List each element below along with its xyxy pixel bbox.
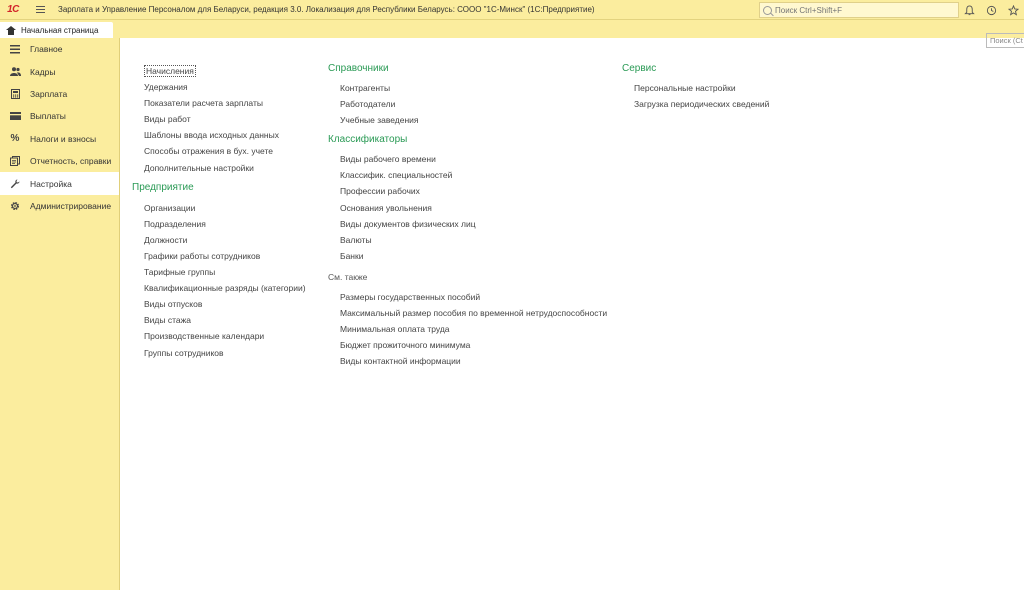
link-positions[interactable]: Должности — [144, 234, 188, 245]
link-banks[interactable]: Банки — [340, 250, 364, 261]
link-input-templates[interactable]: Шаблоны ввода исходных данных — [144, 130, 279, 141]
sidebar-item-label: Выплаты — [30, 111, 66, 122]
column-service — [622, 60, 822, 112]
global-search[interactable] — [759, 2, 959, 18]
link-seniority-types[interactable]: Виды стажа — [144, 315, 192, 326]
search-icon — [763, 6, 772, 15]
wallet-icon — [9, 110, 21, 122]
search-input[interactable] — [775, 6, 955, 15]
link-minimum-wage[interactable]: Минимальная оплата труда — [340, 324, 450, 335]
link-max-sick-benefit[interactable]: Максимальный размер пособия по временной нетрудоспособности — [340, 308, 608, 319]
link-production-calendars[interactable]: Производственные календари — [144, 331, 265, 342]
bell-icon[interactable] — [958, 0, 980, 20]
sidebar-item-label: Администрирование — [30, 200, 112, 211]
link-departments[interactable]: Подразделения — [144, 218, 206, 229]
sidebar-item-main[interactable] — [0, 38, 119, 60]
title-bar — [0, 0, 1024, 20]
star-icon[interactable] — [1002, 0, 1024, 20]
link-working-time-types[interactable]: Виды рабочего времени — [340, 154, 436, 165]
calculator-icon — [9, 88, 21, 100]
link-organizations[interactable]: Организации — [144, 202, 196, 213]
sidebar-item-label: Настройка — [30, 178, 72, 189]
sidebar-item-settings[interactable] — [0, 172, 119, 194]
column-main-settings — [132, 63, 322, 361]
link-work-types[interactable]: Виды работ — [144, 114, 191, 125]
link-employers[interactable]: Работодатели — [340, 99, 396, 110]
home-page-content — [120, 38, 1024, 590]
group-title-see-also: См. также — [328, 271, 368, 282]
group-title-enterprise: Предприятие — [132, 181, 194, 193]
sidebar-item-label: Главное — [30, 44, 63, 55]
link-personal-settings[interactable]: Персональные настройки — [634, 83, 736, 93]
link-employee-groups[interactable]: Группы сотрудников — [144, 347, 224, 358]
sidebar-item-personnel[interactable] — [0, 60, 119, 82]
column-references — [328, 60, 618, 369]
link-periodic-data-import[interactable]: Загрузка периодических сведений — [634, 99, 770, 110]
documents-icon — [9, 155, 21, 167]
link-vacation-types[interactable]: Виды отпусков — [144, 299, 203, 310]
sidebar-item-administration[interactable] — [0, 195, 119, 217]
group-title-service: Сервис — [622, 63, 657, 74]
sidebar-item-label: Кадры — [30, 66, 56, 77]
link-contact-info-types[interactable]: Виды контактной информации — [340, 356, 461, 367]
sidebar-item-label: Налоги и взносы — [30, 133, 97, 144]
link-educational-institutions[interactable]: Учебные заведения — [340, 115, 419, 126]
sidebar-item-label: Отчетность, справки — [30, 156, 112, 167]
link-deductions[interactable]: Удержания — [144, 82, 188, 93]
link-specialty-classifier[interactable]: Классифик. специальностей — [340, 170, 453, 181]
menu-lines-icon — [9, 43, 21, 55]
link-tariff-groups[interactable]: Тарифные группы — [144, 267, 216, 278]
app-logo[interactable] — [0, 0, 26, 20]
link-work-schedules[interactable]: Графики работы сотрудников — [144, 250, 261, 261]
main-menu-icon[interactable] — [30, 0, 50, 20]
link-worker-professions[interactable]: Профессии рабочих — [340, 186, 420, 197]
link-state-benefit-amounts[interactable]: Размеры государственных пособий — [340, 291, 481, 302]
sidebar-item-label: Зарплата — [30, 88, 68, 99]
sidebar-item-payments[interactable] — [0, 105, 119, 127]
group-title-classifiers: Классификаторы — [328, 134, 408, 146]
link-additional-settings[interactable]: Дополнительные настройки — [144, 162, 254, 173]
link-subsistence-budget[interactable]: Бюджет прожиточного минимума — [340, 340, 471, 351]
gear-icon — [9, 200, 21, 212]
link-accruals[interactable]: Начисления — [146, 66, 194, 76]
tab-strip — [0, 20, 1024, 38]
logo-text: 1С — [7, 4, 19, 15]
link-qualification-grades[interactable]: Квалификационные разряды (категории) — [144, 283, 306, 294]
sections-panel — [0, 38, 120, 590]
people-icon — [9, 66, 21, 78]
window-title: Зарплата и Управление Персоналом для Беларуси, редакция 3.0. Локализация для Республики Беларусь: СООО "1С-Минск" (1С:Предприятие) — [58, 5, 595, 14]
form-search-field[interactable]: Поиск (Ct — [986, 33, 1024, 48]
link-counterparties[interactable]: Контрагенты — [340, 83, 391, 93]
sidebar-item-salary[interactable] — [0, 83, 119, 105]
tab-home[interactable] — [0, 22, 113, 38]
wrench-icon — [9, 178, 21, 190]
history-icon[interactable] — [980, 0, 1002, 20]
link-id-document-types[interactable]: Виды документов физических лиц — [340, 218, 476, 229]
sidebar-item-taxes[interactable] — [0, 128, 119, 150]
link-salary-indicators[interactable]: Показатели расчета зарплаты — [144, 98, 263, 109]
link-accounting-methods[interactable]: Способы отражения в бух. учете — [144, 146, 274, 157]
percent-icon: % — [10, 133, 20, 145]
home-icon — [6, 26, 16, 35]
tab-label: Начальная страница — [21, 25, 99, 35]
sidebar-item-reports[interactable] — [0, 150, 119, 172]
link-dismissal-grounds[interactable]: Основания увольнения — [340, 202, 432, 213]
group-title-references: Справочники — [328, 63, 389, 74]
link-currencies[interactable]: Валюты — [340, 234, 372, 245]
